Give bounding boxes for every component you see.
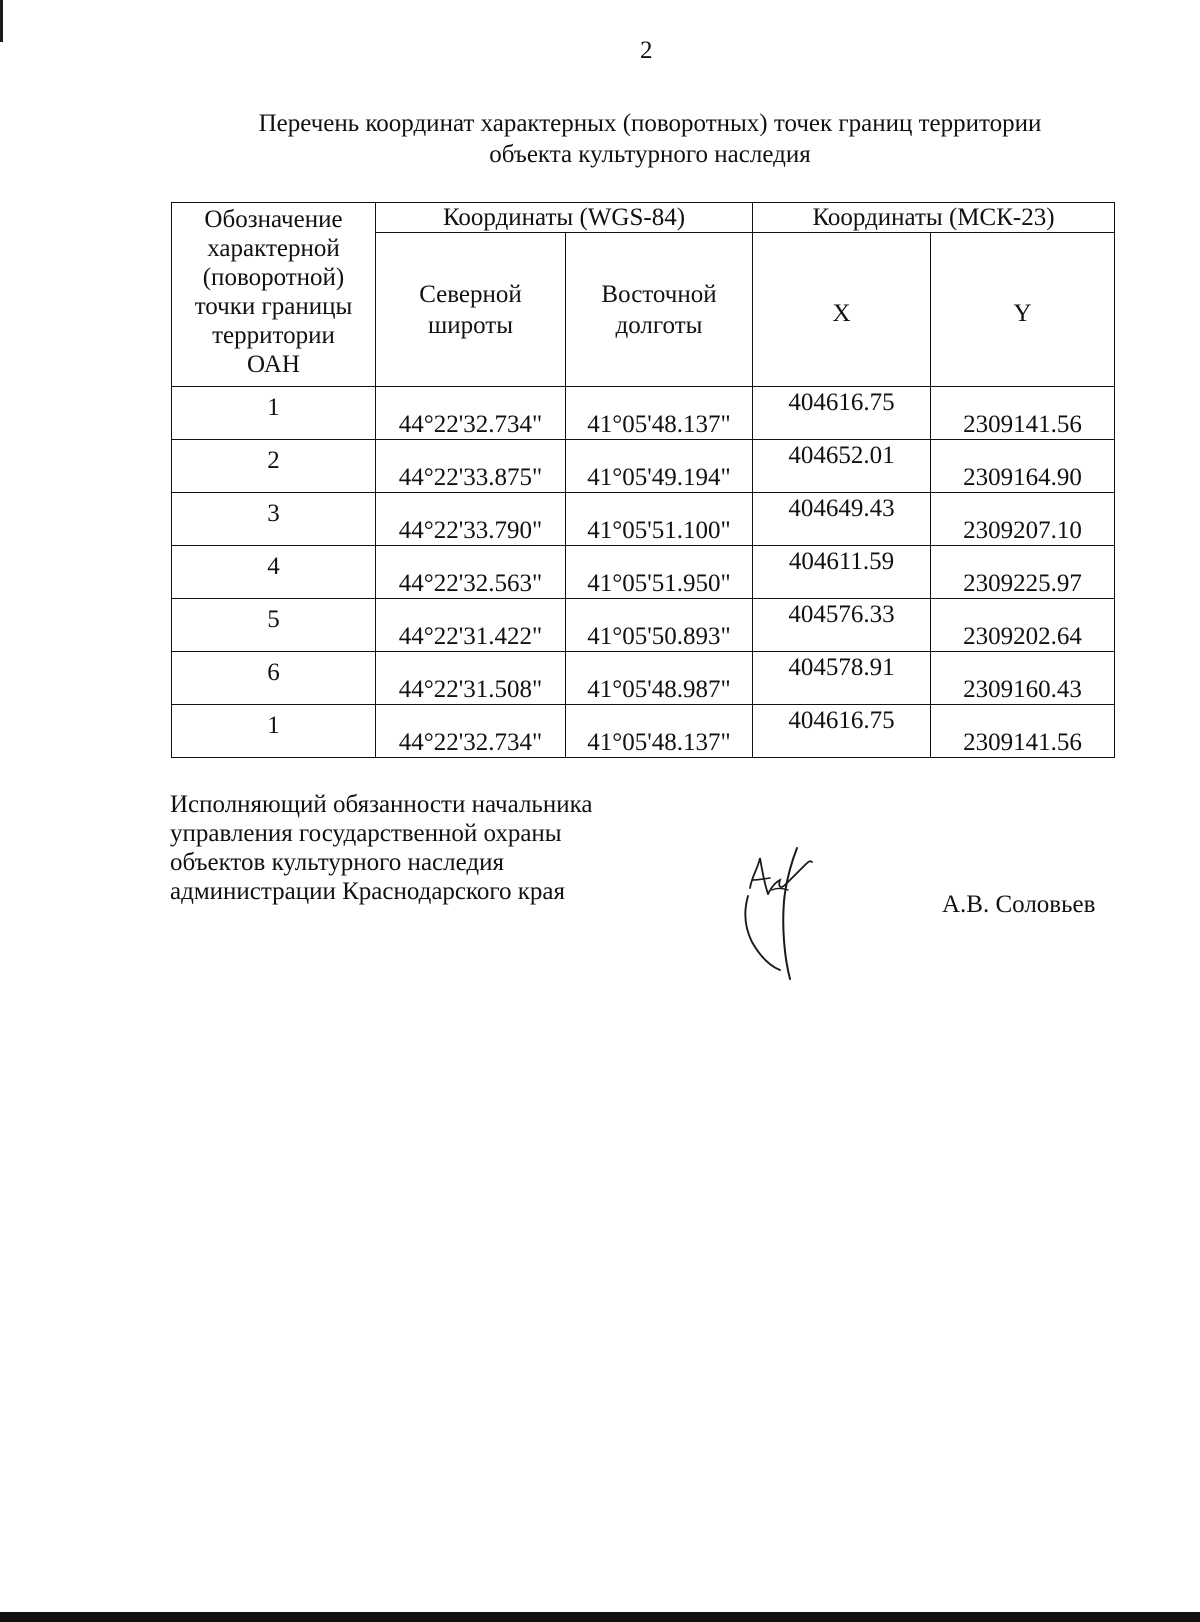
cell-x: 404616.75 — [753, 705, 931, 758]
cell-north: 44°22'31.422" — [376, 599, 566, 652]
page-number: 2 — [640, 37, 653, 64]
document-title — [170, 108, 1130, 170]
table-row — [172, 599, 1115, 652]
header-point-line: (поворотной) — [202, 264, 345, 291]
cell-x: 404576.33 — [753, 599, 931, 652]
header-group-wgs84: Координаты (WGS-84) — [376, 203, 753, 233]
signer-position — [170, 790, 592, 906]
cell-point: 6 — [172, 652, 376, 705]
cell-point: 3 — [172, 493, 376, 546]
header-point-line: характерной — [207, 235, 340, 262]
cell-x: 404578.91 — [753, 652, 931, 705]
signer-position-line: администрации Краснодарского края — [170, 878, 566, 905]
header-point-line: ОАН — [247, 351, 300, 378]
cell-x: 404652.01 — [753, 440, 931, 493]
header-east-line: долготы — [615, 311, 703, 339]
cell-y: 2309164.90 — [931, 440, 1115, 493]
table-row — [172, 705, 1115, 758]
cell-east: 41°05'49.194" — [566, 440, 753, 493]
table-row — [172, 546, 1115, 599]
header-point-line: Обозначение — [204, 206, 343, 233]
signer-name: А.В. Соловьев — [942, 891, 1096, 918]
header-y: Y — [931, 233, 1115, 387]
cell-point: 5 — [172, 599, 376, 652]
cell-east: 41°05'48.987" — [566, 652, 753, 705]
scan-edge-bottom — [0, 1612, 1200, 1622]
cell-east: 41°05'48.137" — [566, 705, 753, 758]
header-north-line: широты — [427, 311, 514, 339]
cell-east: 41°05'48.137" — [566, 387, 753, 440]
cell-x: 404611.59 — [753, 546, 931, 599]
coordinates-table — [171, 202, 1115, 758]
handwritten-signature — [742, 846, 832, 981]
signer-position-line: объектов культурного наследия — [170, 849, 504, 876]
cell-x: 404649.43 — [753, 493, 931, 546]
cell-y: 2309207.10 — [931, 493, 1115, 546]
table-row — [172, 387, 1115, 440]
table-header-row-1 — [172, 203, 1115, 233]
table-row — [172, 440, 1115, 493]
cell-x: 404616.75 — [753, 387, 931, 440]
header-point-line: точки границы — [194, 293, 353, 320]
cell-east: 41°05'51.950" — [566, 546, 753, 599]
header-east-line: Восточной — [601, 280, 717, 308]
table-row — [172, 493, 1115, 546]
header-x: X — [753, 233, 931, 387]
cell-point: 4 — [172, 546, 376, 599]
cell-north: 44°22'32.734" — [376, 705, 566, 758]
cell-y: 2309160.43 — [931, 652, 1115, 705]
header-point-designation — [172, 203, 376, 387]
header-north-line: Северной — [419, 280, 522, 308]
cell-east: 41°05'50.893" — [566, 599, 753, 652]
signer-position-line: управления государственной охраны — [170, 820, 562, 847]
header-group-msk23: Координаты (МСК-23) — [753, 203, 1115, 233]
cell-y: 2309141.56 — [931, 705, 1115, 758]
cell-north: 44°22'33.875" — [376, 440, 566, 493]
cell-north: 44°22'33.790" — [376, 493, 566, 546]
cell-north: 44°22'32.563" — [376, 546, 566, 599]
cell-y: 2309141.56 — [931, 387, 1115, 440]
table-row — [172, 652, 1115, 705]
cell-north: 44°22'32.734" — [376, 387, 566, 440]
document-title-line-1: Перечень координат характерных (поворотных) точек границ территории — [258, 110, 1042, 137]
header-east-longitude — [566, 233, 753, 387]
cell-y: 2309225.97 — [931, 546, 1115, 599]
signer-position-line: Исполняющий обязанности начальника — [170, 791, 593, 818]
header-point-line: территории — [212, 322, 335, 349]
cell-point: 2 — [172, 440, 376, 493]
cell-north: 44°22'31.508" — [376, 652, 566, 705]
cell-east: 41°05'51.100" — [566, 493, 753, 546]
cell-point: 1 — [172, 705, 376, 758]
cell-y: 2309202.64 — [931, 599, 1115, 652]
scan-edge-left — [0, 0, 3, 42]
header-north-latitude — [376, 233, 566, 387]
document-title-line-2: объекта культурного наследия — [489, 141, 811, 168]
cell-point: 1 — [172, 387, 376, 440]
